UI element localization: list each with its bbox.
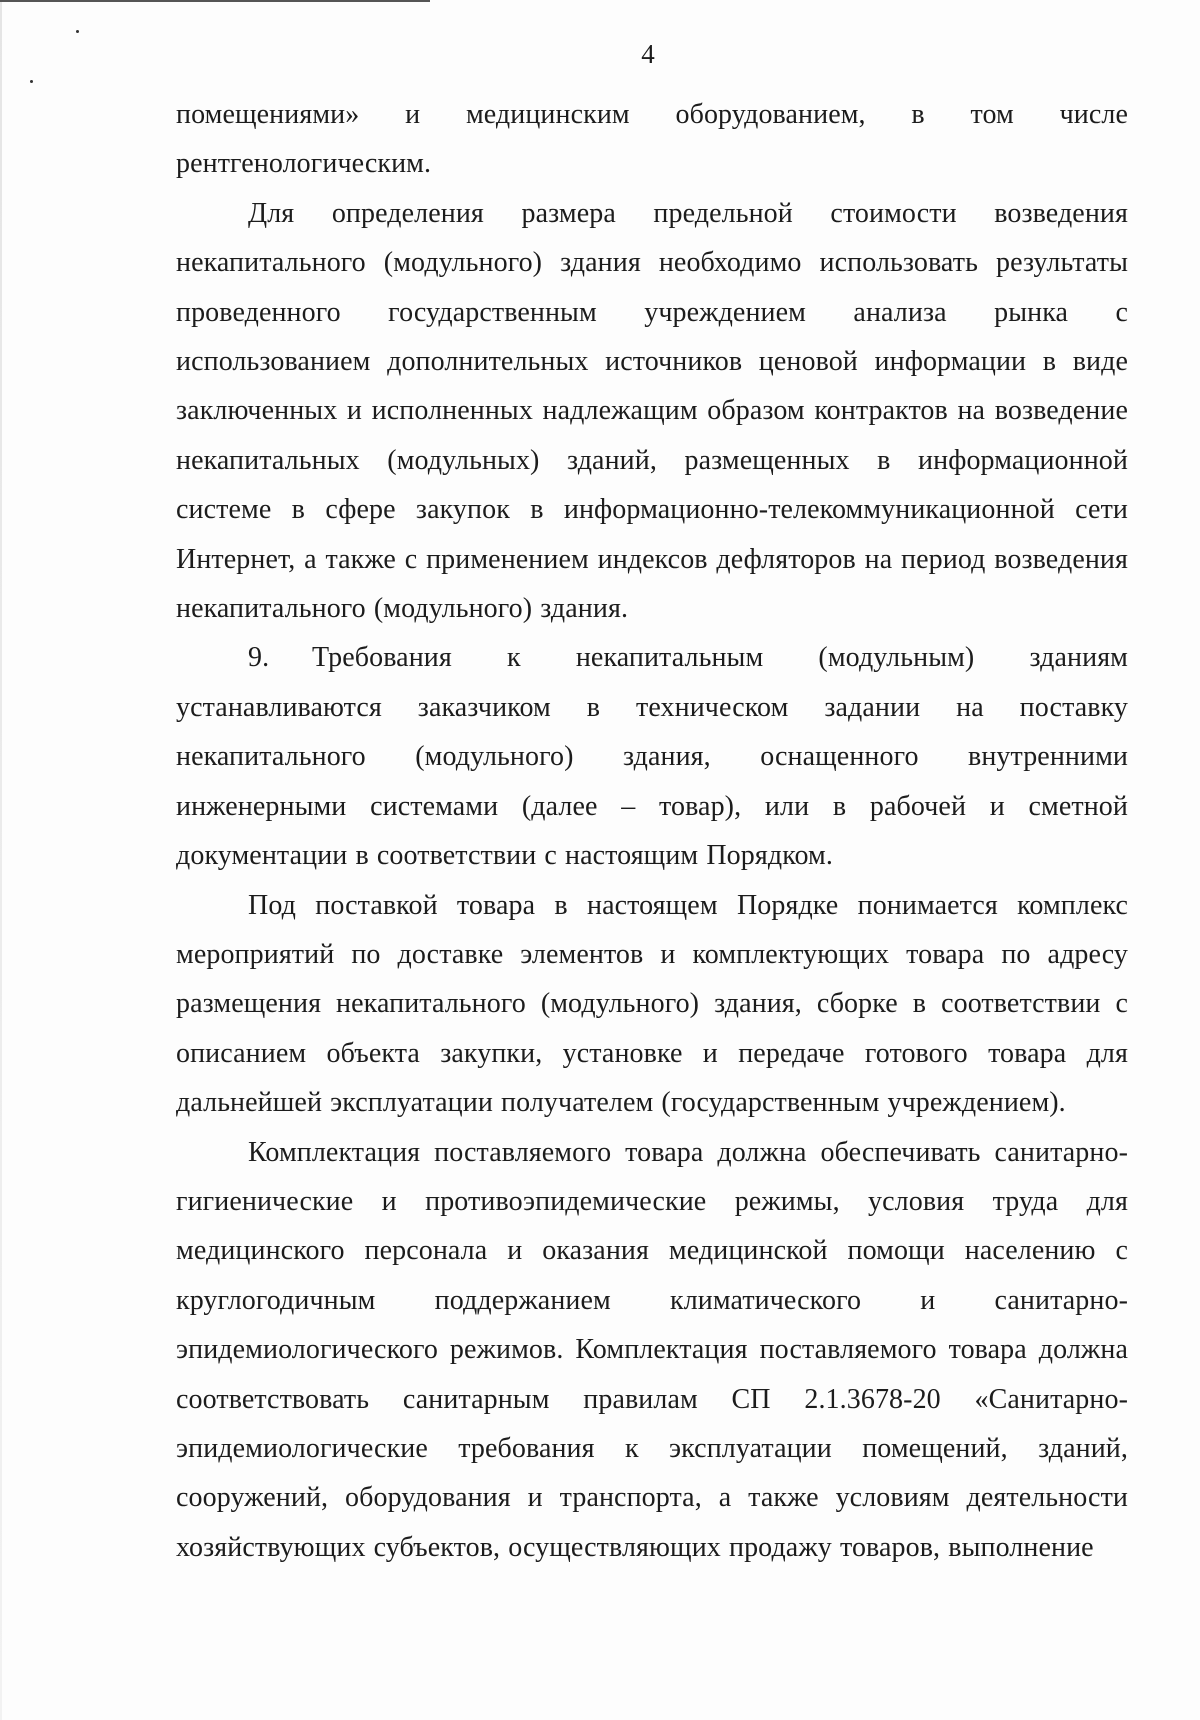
- item-9-text: Требования к некапитальным (модульным) зданиям устанавливаются заказчиком в техническом задании на поставку некапитального (модульного) здания, оснащенного внутренними инженерными системами (далее – товар), или в рабочей и сметной документации в соответствии с настоящим Порядком.: [176, 642, 1128, 872]
- scan-speck: [30, 80, 33, 83]
- paragraph-cost-determination: Для определения размера предельной стоимости возведения некапитального (модульного) здания необходимо использовать результаты проведенного государственным учреждением анализа рынка с использованием дополнительных источников ценовой информации в виде заключенных и исполненных надлежащим образом контрактов на возведение некапитальных (модульных) зданий, размещенных в информационной системе в сфере закупок в информационно-телекоммуникационной сети Интернет, а также с применением индексов дефляторов на период возведения некапитального (модульного) здания.: [176, 197, 1128, 625]
- scan-edge: [0, 0, 2, 1720]
- scan-speck: [76, 30, 79, 33]
- paragraph-equipment-requirements: Комплектация поставляемого товара должна обеспечивать санитарно-гигиенические и противоэпидемические режимы, условия труда для медицинского персонала и оказания медицинской помощи населению с круглогодичным поддержанием климатического и санитарно-эпидемиологического режимов. Комплектация поставляемого товара должна соответствовать санитарным правилам СП 2.1.3678-20 «Санитарно-эпидемиологические требования к эксплуатации помещений, зданий, сооружений, оборудования и транспорта, а также условиям деятельности хозяйствующих субъектов, осуществляющих продажу товаров, выполнение: [176, 1136, 1128, 1563]
- item-number: 9.: [248, 642, 270, 674]
- paragraph-continuation: помещениями» и медицинским оборудованием, в том числе рентгенологическим.: [176, 99, 1128, 180]
- paragraph-item-9: [176, 633, 1128, 880]
- top-rule: [0, 0, 430, 2]
- paragraph-delivery-definition: Под поставкой товара в настоящем Порядке понимается комплекс мероприятий по доставке элементов и комплектующих товара по адресу размещения некапитального (модульного) здания, сборке в соответствии с описанием объекта закупки, установке и передаче готового товара для дальнейшей эксплуатации получателем (государственным учреждением).: [176, 889, 1128, 1119]
- page-number: 4: [641, 39, 655, 69]
- document-body: [176, 90, 1128, 1572]
